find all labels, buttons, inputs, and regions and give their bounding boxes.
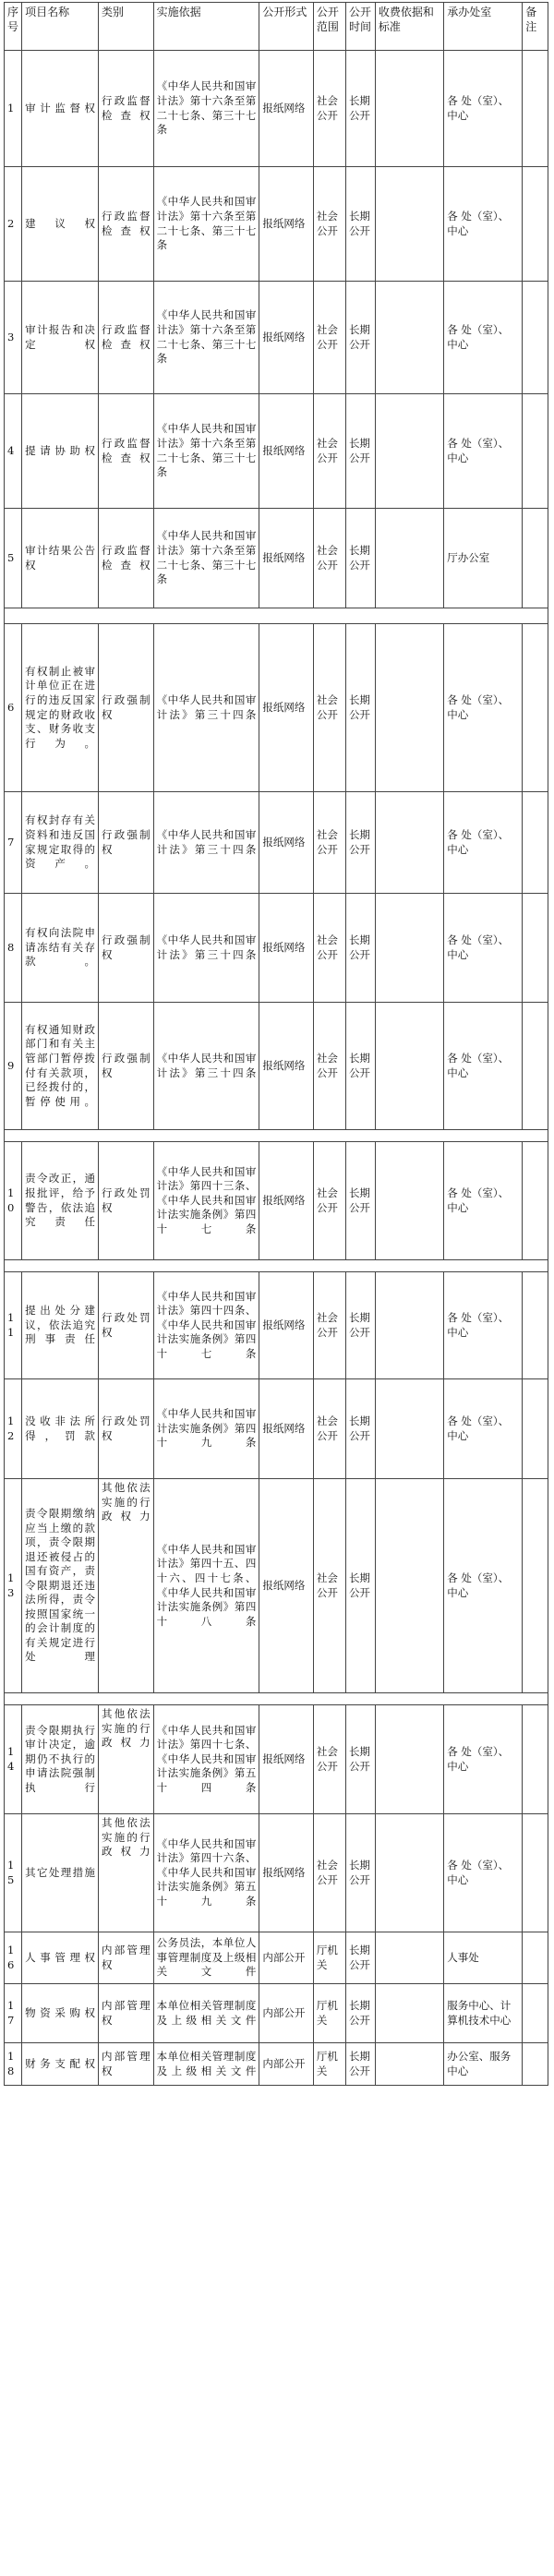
cell-scope: 社会公开 — [313, 1479, 345, 1693]
table-row — [5, 1272, 548, 1379]
cell-category: 内部管理权 — [99, 1984, 154, 2043]
cell-fee — [375, 394, 443, 509]
cell-dept: 各 处（室）、中心 — [444, 51, 523, 167]
cell-category: 行政处罚权 — [99, 1142, 154, 1260]
row-gap-cell — [5, 1693, 548, 1705]
cell-seq: 12 — [5, 1379, 22, 1479]
cell-scope: 社会公开 — [313, 167, 345, 282]
cell-name: 财务支配权 — [22, 2043, 99, 2086]
cell-category: 内部管理权 — [99, 1932, 154, 1984]
cell-time: 长期公开 — [345, 1479, 375, 1693]
cell-basis: 公务员法，本单位人事管理制度及上级相关文件 — [153, 1932, 259, 1984]
cell-fee — [375, 1932, 443, 1984]
cell-fee — [375, 624, 443, 792]
cell-fee — [375, 1479, 443, 1693]
cell-name: 审计监督权 — [22, 51, 99, 167]
cell-note — [523, 51, 548, 167]
table-row — [5, 624, 548, 792]
cell-note — [523, 1142, 548, 1260]
cell-seq: 9 — [5, 1003, 22, 1130]
cell-form: 报纸网络 — [259, 282, 313, 394]
cell-form: 报纸网络 — [259, 1142, 313, 1260]
cell-seq: 4 — [5, 394, 22, 509]
cell-name: 责令改正，通报批评，给予警告，依法追究责任 — [22, 1142, 99, 1260]
cell-basis: 《中华人民共和国审计法》第四十六条、《中华人民共和国审计法实施条例》第五十九条 — [153, 1814, 259, 1932]
cell-fee — [375, 894, 443, 1003]
cell-name: 提请协助权 — [22, 394, 99, 509]
cell-fee — [375, 1142, 443, 1260]
cell-note — [523, 394, 548, 509]
cell-scope: 社会公开 — [313, 1705, 345, 1814]
row-gap-cell — [5, 608, 548, 624]
cell-basis: 《中华人民共和国审计法》第十六条至第二十七条、第三十七条 — [153, 509, 259, 608]
header-category: 类别 — [99, 3, 154, 51]
cell-seq: 18 — [5, 2043, 22, 2086]
cell-category: 其他依法实施的行政权力 — [99, 1705, 154, 1814]
cell-seq: 13 — [5, 1479, 22, 1693]
cell-scope: 厅机关 — [313, 2043, 345, 2086]
cell-dept: 各 处（室）、中心 — [444, 167, 523, 282]
cell-note — [523, 509, 548, 608]
cell-dept: 各 处（室）、中心 — [444, 624, 523, 792]
cell-form: 报纸网络 — [259, 624, 313, 792]
cell-time: 长期公开 — [345, 1932, 375, 1984]
cell-scope: 社会公开 — [313, 1003, 345, 1130]
cell-basis: 《中华人民共和国审计法》第四十五、四十六、四十七条、《中华人民共和国审计法实施条例》第四十八条 — [153, 1479, 259, 1693]
cell-seq: 3 — [5, 282, 22, 394]
cell-dept: 办公室、服务中心 — [444, 2043, 523, 2086]
cell-scope: 厅机关 — [313, 1984, 345, 2043]
cell-time: 长期公开 — [345, 2043, 375, 2086]
cell-form: 报纸网络 — [259, 1379, 313, 1479]
table-body — [5, 51, 548, 2086]
table-row — [5, 1479, 548, 1693]
cell-time: 长期公开 — [345, 894, 375, 1003]
cell-form: 内部公开 — [259, 1932, 313, 1984]
cell-form: 报纸网络 — [259, 1705, 313, 1814]
cell-dept: 各 处（室）、中心 — [444, 1814, 523, 1932]
cell-name: 责令限期缴纳应当上缴的款项，责令限期退还被侵占的国有资产，责令限期退还违法所得，责令按照国家统一的会计制度的有关规定进行处理 — [22, 1479, 99, 1693]
cell-category: 行政强制权 — [99, 792, 154, 894]
cell-time: 长期公开 — [345, 1984, 375, 2043]
cell-category: 行政监督检查权 — [99, 509, 154, 608]
cell-basis: 《中华人民共和国审计法》第十六条至第二十七条、第三十七条 — [153, 282, 259, 394]
table-row — [5, 1705, 548, 1814]
table-row — [5, 394, 548, 509]
cell-scope: 社会公开 — [313, 1272, 345, 1379]
cell-basis: 《中华人民共和国审计法》第十六条至第二十七条、第三十七条 — [153, 394, 259, 509]
header-scope: 公开范围 — [313, 3, 345, 51]
cell-form: 内部公开 — [259, 2043, 313, 2086]
cell-form: 报纸网络 — [259, 1003, 313, 1130]
row-gap-cell — [5, 1130, 548, 1142]
cell-form: 报纸网络 — [259, 394, 313, 509]
cell-category: 行政强制权 — [99, 624, 154, 792]
cell-category: 行政监督检查权 — [99, 167, 154, 282]
cell-seq: 1 — [5, 51, 22, 167]
table-row — [5, 509, 548, 608]
cell-time: 长期公开 — [345, 624, 375, 792]
cell-scope: 社会公开 — [313, 894, 345, 1003]
cell-fee — [375, 2043, 443, 2086]
table-row — [5, 1984, 548, 2043]
cell-form: 内部公开 — [259, 1984, 313, 2043]
cell-note — [523, 1984, 548, 2043]
cell-time: 长期公开 — [345, 792, 375, 894]
cell-category: 行政监督检查权 — [99, 394, 154, 509]
cell-scope: 厅机关 — [313, 1932, 345, 1984]
header-row — [5, 3, 548, 51]
cell-seq: 2 — [5, 167, 22, 282]
cell-note — [523, 1932, 548, 1984]
cell-seq: 5 — [5, 509, 22, 608]
cell-form: 报纸网络 — [259, 509, 313, 608]
header-form: 公开形式 — [259, 3, 313, 51]
cell-basis: 《中华人民共和国审计法》第十六条至第二十七条、第三十七条 — [153, 167, 259, 282]
cell-note — [523, 792, 548, 894]
table-row — [5, 282, 548, 394]
header-seq: 序号 — [5, 3, 22, 51]
cell-scope: 社会公开 — [313, 1142, 345, 1260]
cell-fee — [375, 1705, 443, 1814]
cell-category: 行政强制权 — [99, 894, 154, 1003]
cell-form: 报纸网络 — [259, 1814, 313, 1932]
cell-dept: 各 处（室）、中心 — [444, 1003, 523, 1130]
cell-time: 长期公开 — [345, 509, 375, 608]
cell-fee — [375, 282, 443, 394]
cell-dept: 各 处（室）、中心 — [444, 1142, 523, 1260]
header-fee: 收费依据和标准 — [375, 3, 443, 51]
cell-scope: 社会公开 — [313, 624, 345, 792]
cell-name: 审计结果公告权 — [22, 509, 99, 608]
cell-category: 行政处罚权 — [99, 1379, 154, 1479]
cell-dept: 厅办公室 — [444, 509, 523, 608]
cell-seq: 8 — [5, 894, 22, 1003]
cell-time: 长期公开 — [345, 167, 375, 282]
cell-name: 有权向法院申请冻结有关存款。 — [22, 894, 99, 1003]
cell-category: 内部管理权 — [99, 2043, 154, 2086]
cell-fee — [375, 1984, 443, 2043]
cell-dept: 各 处（室）、中心 — [444, 1705, 523, 1814]
cell-time: 长期公开 — [345, 1379, 375, 1479]
cell-name: 人事管理权 — [22, 1932, 99, 1984]
table-row — [5, 894, 548, 1003]
cell-fee — [375, 51, 443, 167]
row-gap-cell — [5, 1260, 548, 1272]
table-row — [5, 2043, 548, 2086]
cell-form: 报纸网络 — [259, 792, 313, 894]
cell-name: 有权制止被审计单位正在进行的违反国家规定的财政收支、财务收支行为。 — [22, 624, 99, 792]
header-note: 备注 — [523, 3, 548, 51]
cell-form: 报纸网络 — [259, 894, 313, 1003]
cell-form: 报纸网络 — [259, 167, 313, 282]
cell-note — [523, 1814, 548, 1932]
cell-note — [523, 1479, 548, 1693]
cell-name: 有权通知财政部门和有关主管部门暂停拨付有关款项，已经拨付的，暂停使用。 — [22, 1003, 99, 1130]
cell-category: 行政监督检查权 — [99, 51, 154, 167]
cell-time: 长期公开 — [345, 1003, 375, 1130]
cell-time: 长期公开 — [345, 1142, 375, 1260]
cell-fee — [375, 1272, 443, 1379]
cell-name: 其它处理措施 — [22, 1814, 99, 1932]
cell-note — [523, 624, 548, 792]
table-row — [5, 167, 548, 282]
cell-scope: 社会公开 — [313, 1814, 345, 1932]
cell-seq: 7 — [5, 792, 22, 894]
cell-form: 报纸网络 — [259, 51, 313, 167]
cell-note — [523, 894, 548, 1003]
cell-category: 行政监督检查权 — [99, 282, 154, 394]
table-row — [5, 51, 548, 167]
cell-time: 长期公开 — [345, 51, 375, 167]
cell-name: 没收非法所得，罚款 — [22, 1379, 99, 1479]
table-row — [5, 1814, 548, 1932]
cell-name: 责令限期执行审计决定，逾期仍不执行的申请法院强制执行 — [22, 1705, 99, 1814]
cell-basis: 本单位相关管理制度及上级相关文件 — [153, 2043, 259, 2086]
cell-basis: 《中华人民共和国审计法》第四十七条、《中华人民共和国审计法实施条例》第五十四条 — [153, 1705, 259, 1814]
cell-category: 其他依法实施的行政权力 — [99, 1479, 154, 1693]
cell-basis: 《中华人民共和国审计法》第三十四条 — [153, 792, 259, 894]
cell-seq: 6 — [5, 624, 22, 792]
cell-seq: 15 — [5, 1814, 22, 1932]
cell-category: 其他依法实施的行政权力 — [99, 1814, 154, 1932]
cell-dept: 各 处（室）、中心 — [444, 1272, 523, 1379]
cell-dept: 人事处 — [444, 1932, 523, 1984]
cell-note — [523, 1379, 548, 1479]
table-row — [5, 1003, 548, 1130]
cell-seq: 16 — [5, 1932, 22, 1984]
cell-basis: 《中华人民共和国审计法》第十六条至第二十七条、第三十七条 — [153, 51, 259, 167]
cell-scope: 社会公开 — [313, 51, 345, 167]
cell-scope: 社会公开 — [313, 1379, 345, 1479]
cell-note — [523, 1003, 548, 1130]
header-basis: 实施依据 — [153, 3, 259, 51]
cell-fee — [375, 1379, 443, 1479]
table-row — [5, 792, 548, 894]
cell-name: 物资采购权 — [22, 1984, 99, 2043]
cell-time: 长期公开 — [345, 1705, 375, 1814]
cell-category: 行政强制权 — [99, 1003, 154, 1130]
cell-dept: 各 处（室）、中心 — [444, 1379, 523, 1479]
header-dept: 承办处室 — [444, 3, 523, 51]
cell-dept: 各 处（室）、中心 — [444, 894, 523, 1003]
cell-note — [523, 282, 548, 394]
cell-seq: 10 — [5, 1142, 22, 1260]
cell-scope: 社会公开 — [313, 282, 345, 394]
cell-dept: 各 处（室）、中心 — [444, 394, 523, 509]
row-gap — [5, 1693, 548, 1705]
cell-basis: 《中华人民共和国审计法实施条例》第四十九条 — [153, 1379, 259, 1479]
cell-basis: 《中华人民共和国审计法》第三十四条 — [153, 894, 259, 1003]
cell-category: 行政处罚权 — [99, 1272, 154, 1379]
cell-note — [523, 2043, 548, 2086]
cell-note — [523, 167, 548, 282]
cell-name: 审计报告和决定权 — [22, 282, 99, 394]
cell-dept: 各 处（室）、中心 — [444, 792, 523, 894]
row-gap — [5, 608, 548, 624]
cell-fee — [375, 792, 443, 894]
cell-basis: 《中华人民共和国审计法》第四十三条、《中华人民共和国审计法实施条例》第四十七条 — [153, 1142, 259, 1260]
power-list-table — [4, 2, 548, 2086]
cell-time: 长期公开 — [345, 1272, 375, 1379]
cell-basis: 《中华人民共和国审计法》第三十四条 — [153, 624, 259, 792]
row-gap — [5, 1130, 548, 1142]
cell-name: 提出处分建议，依法追究刑事责任 — [22, 1272, 99, 1379]
table-row — [5, 1142, 548, 1260]
cell-name: 建议权 — [22, 167, 99, 282]
cell-note — [523, 1705, 548, 1814]
cell-seq: 17 — [5, 1984, 22, 2043]
table-row — [5, 1932, 548, 1984]
cell-seq: 14 — [5, 1705, 22, 1814]
cell-dept: 服务中心、计算机技术中心 — [444, 1984, 523, 2043]
cell-basis: 《中华人民共和国审计法》第四十四条、《中华人民共和国审计法实施条例》第四十七条 — [153, 1272, 259, 1379]
cell-time: 长期公开 — [345, 1814, 375, 1932]
cell-basis: 《中华人民共和国审计法》第三十四条 — [153, 1003, 259, 1130]
cell-form: 报纸网络 — [259, 1479, 313, 1693]
header-name: 项目名称 — [22, 3, 99, 51]
row-gap — [5, 1260, 548, 1272]
cell-basis: 本单位相关管理制度及上级相关文件 — [153, 1984, 259, 2043]
cell-fee — [375, 1003, 443, 1130]
cell-note — [523, 1272, 548, 1379]
cell-fee — [375, 167, 443, 282]
cell-scope: 社会公开 — [313, 394, 345, 509]
cell-dept: 各 处（室）、中心 — [444, 282, 523, 394]
cell-form: 报纸网络 — [259, 1272, 313, 1379]
header-time: 公开时间 — [345, 3, 375, 51]
cell-fee — [375, 509, 443, 608]
cell-fee — [375, 1814, 443, 1932]
cell-name: 有权封存有关资料和违反国家规定取得的资产。 — [22, 792, 99, 894]
table-row — [5, 1379, 548, 1479]
cell-seq: 11 — [5, 1272, 22, 1379]
cell-scope: 社会公开 — [313, 509, 345, 608]
cell-dept: 各 处（室）、中心 — [444, 1479, 523, 1693]
cell-time: 长期公开 — [345, 394, 375, 509]
cell-scope: 社会公开 — [313, 792, 345, 894]
cell-time: 长期公开 — [345, 282, 375, 394]
